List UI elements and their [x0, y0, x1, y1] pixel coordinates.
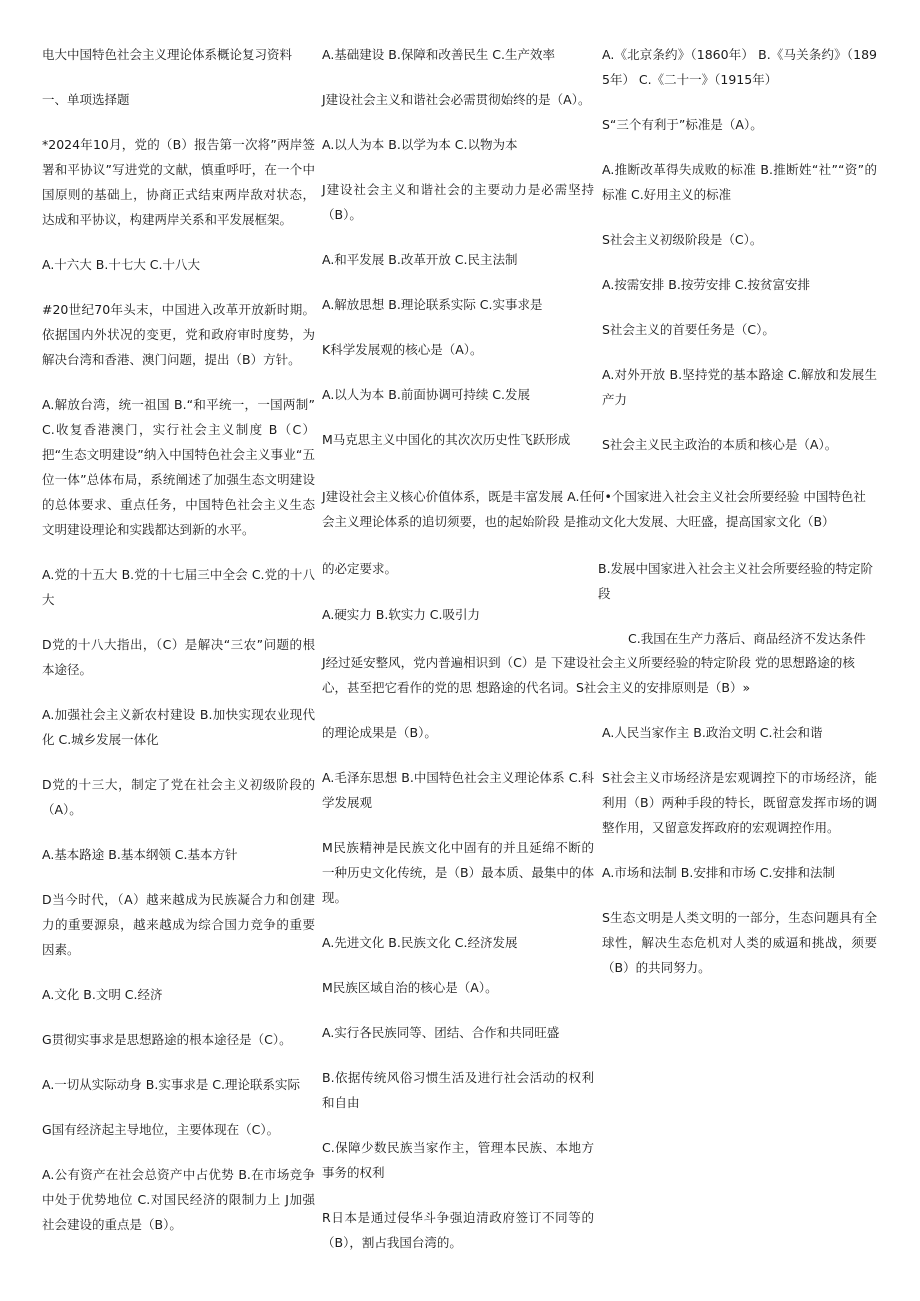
column-middle	[322, 42, 594, 472]
question-text: S“三个有利于”标准是（A）。	[602, 117, 763, 132]
answer-options: B.依据传统风俗习惯生活及进行社会活动的权利和自由	[322, 1070, 594, 1110]
column-middle-lower	[322, 720, 594, 1275]
section-heading: 一、单项选择题	[42, 92, 130, 107]
answer-options: A.市场和法制 B.安排和市场 C.安排和法制	[602, 865, 836, 880]
document-title: 电大中国特色社会主义理论体系概论复习资料	[42, 47, 293, 62]
answer-options: A.推断改革得失成败的标准 B.推断姓“社”“资”的标准 C.好用主义的标准	[602, 162, 877, 202]
answer-options: A.《北京条约》（1860年） B.《马关条约》（1895年） C.《二十一》（1915年）	[602, 47, 877, 87]
answer-options: A.加强社会主义新农村建设 B.加快实现农业现代化 C.城乡发展一体化	[42, 707, 315, 747]
merged-text-line: J经过延安整风，党内普遍相识到（C）是 下建设社会主义所要经验的特定阶段 党的思想路途的核心，甚至把它看作的党的思 想路途的代名词。S社会主义的安排原则是（B）»	[322, 655, 855, 695]
answer-options: A.以人为本 B.以学为本 C.以物为本	[322, 137, 518, 152]
answer-options: A.人民当家作主 B.政治文明 C.社会和谐	[602, 725, 823, 740]
question-text: S社会主义初级阶段是（C）。	[602, 232, 763, 247]
question-text: R日本是通过侵华斗争强迫清政府签订不同等的（B），割占我国台湾的。	[322, 1210, 594, 1250]
answer-options: A.硬实力 B.软实力 C.吸引力	[322, 607, 481, 622]
column-right	[602, 42, 877, 477]
question-text: D党的十三大，制定了党在社会主义初级阶段的（A）。	[42, 777, 315, 817]
question-text: G国有经济起主导地位，主要体现在（C）。	[42, 1122, 280, 1137]
answer-options: A.公有资产在社会总资产中占优势 B.在市场竞争中处于优势地位 C.对国民经济的限制力上 J加强社会建设的重点是（B）。	[42, 1167, 315, 1232]
question-text: #20世纪70年头末，中国进入改革开放新时期。依据国内外状况的变更，党和政府审时度势，为解决台湾和香港、澳门问题，提出（B）方针。	[42, 302, 315, 367]
answer-options: A.毛泽东思想 B.中国特色社会主义理论体系 C.科学发展观	[322, 770, 594, 810]
answer-options: A.文化 B.文明 C.经济	[42, 987, 163, 1002]
answer-options: A.先进文化 B.民族文化 C.经济发展	[322, 935, 518, 950]
question-text: 的必定要求。	[322, 561, 398, 576]
answer-options: A.基本路途 B.基本纲领 C.基本方针	[42, 847, 238, 862]
answer-options: A.对外开放 B.坚持党的基本路途 C.解放和发展生产力	[602, 367, 877, 407]
answer-options: A.一切从实际动身 B.实事求是 C.理论联系实际	[42, 1077, 301, 1092]
question-text: D党的十八大指出，（C）是解决“三农”问题的根本途径。	[42, 637, 315, 677]
column-right-lower	[602, 720, 877, 1000]
question-text: J建设社会主义和谐社会必需贯彻始终的是（A）。	[322, 92, 591, 107]
answer-options: A.解放台湾，统一祖国 B.“和平统一，一国两制” C.收复香港澳门，实行社会主义制度 B（C）把“生态文明建设”纳入中国特色社会主义事业“五位一体”总体布局，系统阐述了加强生态文明建设的总体要求、重点任务，中国特色社会主义生态文明建设理论和实践都达到新的水平。	[42, 397, 315, 537]
question-text: J建设社会主义和谐社会的主要动力是必需坚持（B）。	[322, 182, 594, 222]
question-text: K科学发展观的核心是（A）。	[322, 342, 483, 357]
question-text: M民族精神是民族文化中固有的并且延绵不断的一种历史文化传统，是（B）最本质、最集中的体现。	[322, 840, 594, 905]
answer-options: A.实行各民族同等、团结、合作和共同旺盛	[322, 1025, 560, 1040]
answer-options: A.以人为本 B.前面协调可持续 C.发展	[322, 387, 531, 402]
answer-options: A.和平发展 B.改革开放 C.民主法制	[322, 252, 518, 267]
answer-options: A.党的十五大 B.党的十七届三中全会 C.党的十八大	[42, 567, 315, 607]
question-text: M马克思主义中国化的其次次历史性飞跃形成	[322, 432, 571, 447]
answer-options: B.发展中国家进入社会主义社会所要经验的特定阶段	[598, 561, 874, 601]
question-text: S社会主义的首要任务是（C）。	[602, 322, 775, 337]
question-text: M民族区域自治的核心是（A）。	[322, 980, 498, 995]
answer-options: A.按需安排 B.按劳安排 C.按贫富安排	[602, 277, 811, 292]
question-text: S生态文明是人类文明的一部分，生态问题具有全球性，解决生态危机对人类的威逼和挑战，须要（B）的共同努力。	[602, 910, 877, 975]
question-text: *2024年10月，党的（B）报告第一次将”两岸签署和平协议”写进党的文献，慎重呼吁，在一个中国原则的基础上，协商正式结束两岸敌对状态，达成和平协议，构建两岸关系和平发展框架。	[42, 137, 315, 227]
question-text: 的理论成果是（B）。	[322, 725, 437, 740]
column-left	[42, 42, 315, 1257]
answer-options: C.保障少数民族当家作主，管理本民族、本地方事务的权利	[322, 1140, 594, 1180]
question-text: S社会主义市场经济是宏观调控下的市场经济，能利用（B）两种手段的特长，既留意发挥市场的调整作用，又留意发挥政府的宏观调控作用。	[602, 770, 877, 835]
question-text: G贯彻实事求是思想路途的根本途径是（C）。	[42, 1032, 292, 1047]
merged-text-line: J建设社会主义核心价值体系，既是丰富发展 A.任何•个国家进入社会主义社会所要经验 中国特色社会主义理论体系的追切须要，也的起始阶段 是推动文化大发展、大旺盛，提高国家文化（B）	[322, 489, 866, 529]
answer-options: C.我国在生产力落后、商品经济不发达条件	[628, 631, 866, 646]
question-text: S社会主义民主政治的本质和核心是（A）。	[602, 437, 838, 452]
answer-options: A.解放思想 B.理论联系实际 C.实事求是	[322, 297, 543, 312]
question-text: D当今时代，（A）越来越成为民族凝合力和创建力的重要源泉，越来越成为综合国力竞争的重要因素。	[42, 892, 315, 957]
answer-options: A.基础建设 B.保障和改善民生 C.生产效率	[322, 47, 556, 62]
answer-options: A.十六大 B.十七大 C.十八大	[42, 257, 201, 272]
